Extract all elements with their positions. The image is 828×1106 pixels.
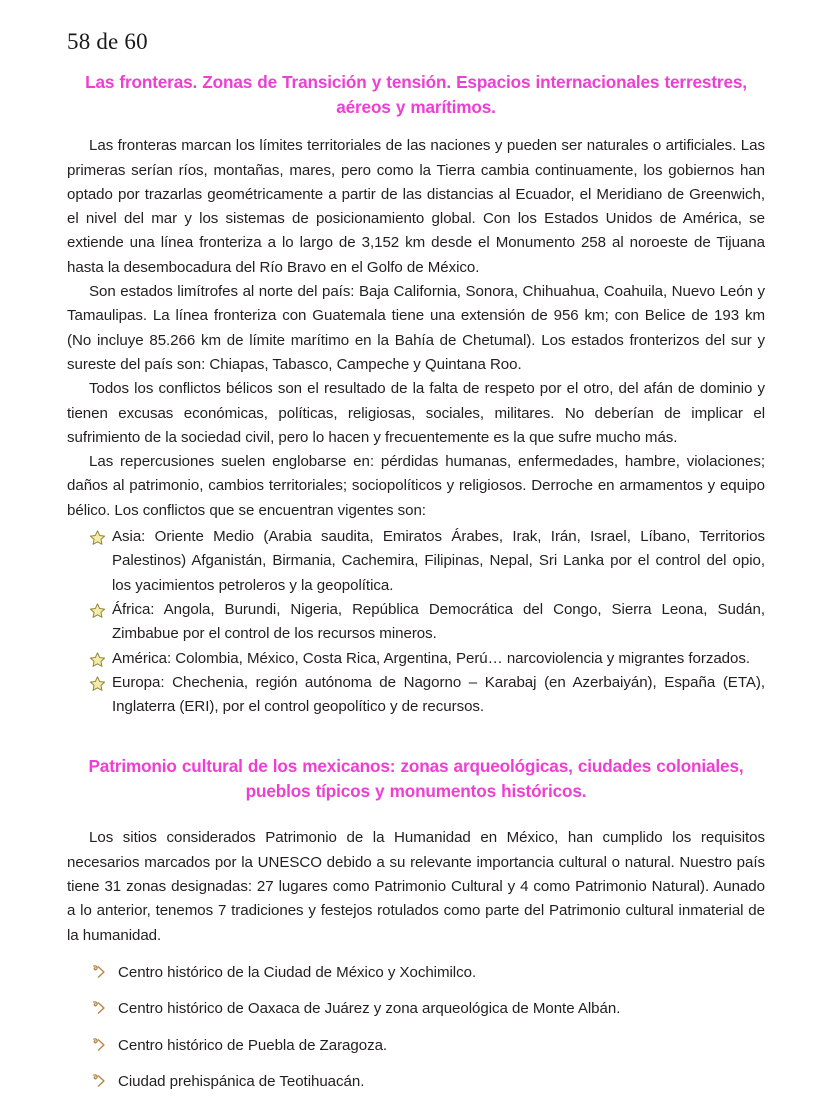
heritage-list bbox=[67, 960, 765, 1095]
paragraph-fronteras-1 bbox=[67, 134, 765, 280]
paragraph-text: Son estados limítrofes al norte del país: Baja California, Sonora, Chihuahua, Coahuila, Nuevo León y Tamaulipas. La línea fronteriza con Guatemala tiene una extensión de 956 km; con Belice de 193 km (No incluye 85.266 km de límite marítimo en la Bahía de Chetumal). Los estados fronterizos del sur y sureste del país son: Chiapas, Tabasco, Campeche y Quintana Roo. bbox=[67, 283, 765, 373]
conflict-list bbox=[67, 525, 765, 719]
list-item bbox=[67, 996, 765, 1021]
list-item bbox=[67, 647, 765, 671]
fleuron-arrow-icon bbox=[90, 963, 108, 981]
list-item-text: América: Colombia, México, Costa Rica, Argentina, Perú… narcoviolencia y migrantes forzados. bbox=[112, 649, 750, 667]
fleuron-arrow-icon bbox=[90, 1072, 108, 1090]
list-item bbox=[67, 1069, 765, 1094]
list-item-text: Ciudad prehispánica de Teotihuacán. bbox=[118, 1073, 365, 1091]
list-item-text: Asia: Oriente Medio (Arabia saudita, Emiratos Árabes, Irak, Irán, Israel, Líbano, Territorios Palestinos) Afganistán, Birmania, Cachemira, Filipinas, Nepal, Sri Lanka por el control del opio, los yacimientos petroleros y la geopolítica. bbox=[112, 528, 765, 594]
paragraph-fronteras-3 bbox=[67, 377, 765, 450]
page-content bbox=[67, 0, 765, 1106]
list-item-text: Centro histórico de la Ciudad de México y Xochimilco. bbox=[118, 963, 477, 981]
star-icon bbox=[89, 529, 106, 546]
fleuron-arrow-icon bbox=[90, 1036, 108, 1054]
paragraph-fronteras-2 bbox=[67, 280, 765, 377]
list-item bbox=[67, 960, 765, 985]
list-item-text: Centro histórico de Puebla de Zaragoza. bbox=[118, 1036, 388, 1054]
fleuron-arrow-icon bbox=[90, 999, 108, 1017]
star-icon bbox=[89, 651, 106, 668]
paragraph-text: Todos los conflictos bélicos son el resultado de la falta de respeto por el otro, del afán de dominio y tienen excusas económicas, políticas, religiosas, sociales, militares. No deberían de implicar el sufrimiento de la sociedad civil, pero lo hacen y frecuentemente es la que sufre mucho más. bbox=[67, 380, 765, 446]
list-item bbox=[67, 1033, 765, 1058]
section-heading-fronteras: Las fronteras. Zonas de Transición y tensión. Espacios internacionales terrestres, aéreos y marítimos. bbox=[85, 72, 747, 117]
paragraph-text: Las fronteras marcan los límites territoriales de las naciones y pueden ser naturales o artificiales. Las primeras serían ríos, montañas, mares, pero como la Tierra cambia continuamente, los gobiernos han optado por trazarlas geométricamente a partir de las distancias al Ecuador, el Meridiano de Greenwich, el nivel del mar y los sistemas de posicionamiento global. Con los Estados Unidos de América, se extiende una línea fronteriza a lo largo de 3,152 km desde el Monumento 258 al noroeste de Tijuana hasta la desembocadura del Río Bravo en el Golfo de México. bbox=[67, 137, 765, 276]
list-item-text: Centro histórico de Oaxaca de Juárez y zona arqueológica de Monte Albán. bbox=[118, 1000, 621, 1018]
paragraph-fronteras-4 bbox=[67, 450, 765, 523]
section-heading-patrimonio: Patrimonio cultural de los mexicanos: zonas arqueológicas, ciudades coloniales, pueblos típicos y monumentos históricos. bbox=[88, 756, 744, 802]
paragraph-text: Las repercusiones suelen englobarse en: pérdidas humanas, enfermedades, hambre, violaciones; daños al patrimonio, cambios territoriales; sociopolíticos y religiosos. Derroche en armamentos y equipo bélico. Los conflictos que se encuentran vigentes son: bbox=[67, 453, 765, 519]
list-item bbox=[67, 525, 765, 598]
list-item bbox=[67, 598, 765, 647]
star-icon bbox=[89, 675, 106, 692]
paragraph-text: Los sitios considerados Patrimonio de la Humanidad en México, han cumplido los requisitos necesarios marcados por la UNESCO debido a su relevante importancia cultural o natural. Nuestro país tiene 31 zonas designadas: 27 lugares como Patrimonio Cultural y 4 como Patrimonio Natural). Aunado a lo anterior, tenemos 7 tradiciones y festejos rotulados como parte del Patrimonio cultural inmaterial de la humanidad. bbox=[67, 829, 765, 944]
star-icon bbox=[89, 602, 106, 619]
list-item-text: África: Angola, Burundi, Nigeria, República Democrática del Congo, Sierra Leona, Sudán, Zimbabue por el control de los recursos mineros. bbox=[112, 600, 765, 643]
page-number: 58 de 60 bbox=[67, 29, 148, 54]
list-item bbox=[67, 671, 765, 720]
list-item-text: Europa: Chechenia, región autónoma de Nagorno – Karabaj (en Azerbaiyán), España (ETA), Inglaterra (ERI), por el control geopolítico y de recursos. bbox=[112, 673, 765, 716]
paragraph-patrimonio-1 bbox=[67, 826, 765, 947]
